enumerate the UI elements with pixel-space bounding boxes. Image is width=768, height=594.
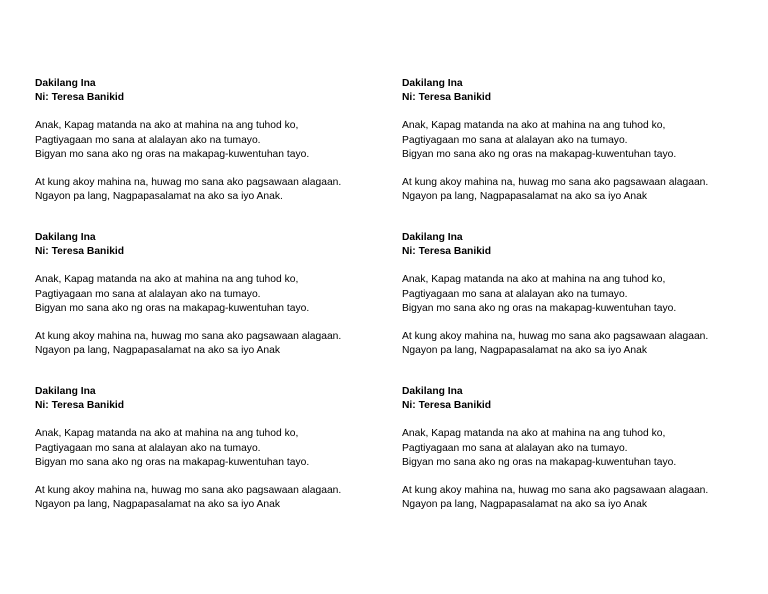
poem-line: Ngayon pa lang, Nagpapasalamat na ako sa iyo Anak xyxy=(402,345,648,357)
poem-block xyxy=(402,77,742,204)
poem-author: Ni: Teresa Banikid xyxy=(402,246,492,258)
poem-author: Ni: Teresa Banikid xyxy=(35,246,125,258)
poem-author: Ni: Teresa Banikid xyxy=(402,92,492,104)
poem-line: At kung akoy mahina na, huwag mo sana ako pagsawaan alagaan. xyxy=(402,485,709,497)
poem-line: At kung akoy mahina na, huwag mo sana ako pagsawaan alagaan. xyxy=(35,177,342,189)
poem-block xyxy=(35,385,375,512)
poem-line: Pagtiyagaan mo sana at alalayan ako na tumayo. xyxy=(35,134,261,146)
poem-line: Bigyan mo sana ako ng oras na makapag-kuwentuhan tayo. xyxy=(35,148,310,160)
poem-line: Ngayon pa lang, Nagpapasalamat na ako sa iyo Anak. xyxy=(35,191,283,203)
poem-block xyxy=(402,231,742,358)
poem-line: Pagtiyagaan mo sana at alalayan ako na tumayo. xyxy=(402,288,628,300)
poem-line: Bigyan mo sana ako ng oras na makapag-kuwentuhan tayo. xyxy=(35,302,310,314)
poem-line: Ngayon pa lang, Nagpapasalamat na ako sa iyo Anak xyxy=(35,345,281,357)
poem-line: Anak, Kapag matanda na ako at mahina na ang tuhod ko, xyxy=(402,120,666,132)
poem-title: Dakilang Ina xyxy=(35,232,96,243)
poem-line: Ngayon pa lang, Nagpapasalamat na ako sa iyo Anak xyxy=(402,191,648,203)
poem-line: At kung akoy mahina na, huwag mo sana ako pagsawaan alagaan. xyxy=(402,331,709,343)
poem-line: Anak, Kapag matanda na ako at mahina na ang tuhod ko, xyxy=(35,120,299,132)
poem-line: Pagtiyagaan mo sana at alalayan ako na tumayo. xyxy=(402,442,628,454)
poem-block xyxy=(35,231,375,358)
poem-line: Anak, Kapag matanda na ako at mahina na ang tuhod ko, xyxy=(35,274,299,286)
poem-line: At kung akoy mahina na, huwag mo sana ako pagsawaan alagaan. xyxy=(402,177,709,189)
poem-title: Dakilang Ina xyxy=(35,78,96,89)
poem-line: At kung akoy mahina na, huwag mo sana ako pagsawaan alagaan. xyxy=(35,485,342,497)
poem-line: Anak, Kapag matanda na ako at mahina na ang tuhod ko, xyxy=(402,274,666,286)
poem-author: Ni: Teresa Banikid xyxy=(402,400,492,412)
poem-block xyxy=(402,385,742,512)
poem-line: Pagtiyagaan mo sana at alalayan ako na tumayo. xyxy=(402,134,628,146)
poem-line: Pagtiyagaan mo sana at alalayan ako na tumayo. xyxy=(35,442,261,454)
poem-line: Bigyan mo sana ako ng oras na makapag-kuwentuhan tayo. xyxy=(402,302,677,314)
poem-line: Pagtiyagaan mo sana at alalayan ako na tumayo. xyxy=(35,288,261,300)
poem-line: Bigyan mo sana ako ng oras na makapag-kuwentuhan tayo. xyxy=(35,456,310,468)
poem-title: Dakilang Ina xyxy=(402,386,463,397)
poem-line: Bigyan mo sana ako ng oras na makapag-kuwentuhan tayo. xyxy=(402,148,677,160)
poem-line: Ngayon pa lang, Nagpapasalamat na ako sa iyo Anak xyxy=(402,499,648,511)
poem-title: Dakilang Ina xyxy=(402,232,463,243)
poem-author: Ni: Teresa Banikid xyxy=(35,92,125,104)
poem-line: Anak, Kapag matanda na ako at mahina na ang tuhod ko, xyxy=(35,428,299,440)
poem-line: Bigyan mo sana ako ng oras na makapag-kuwentuhan tayo. xyxy=(402,456,677,468)
poem-author: Ni: Teresa Banikid xyxy=(35,400,125,412)
poem-title: Dakilang Ina xyxy=(35,386,96,397)
poem-line: Anak, Kapag matanda na ako at mahina na ang tuhod ko, xyxy=(402,428,666,440)
poem-line: Ngayon pa lang, Nagpapasalamat na ako sa iyo Anak xyxy=(35,499,281,511)
poem-title: Dakilang Ina xyxy=(402,78,463,89)
poem-line: At kung akoy mahina na, huwag mo sana ako pagsawaan alagaan. xyxy=(35,331,342,343)
poem-block xyxy=(35,77,375,204)
